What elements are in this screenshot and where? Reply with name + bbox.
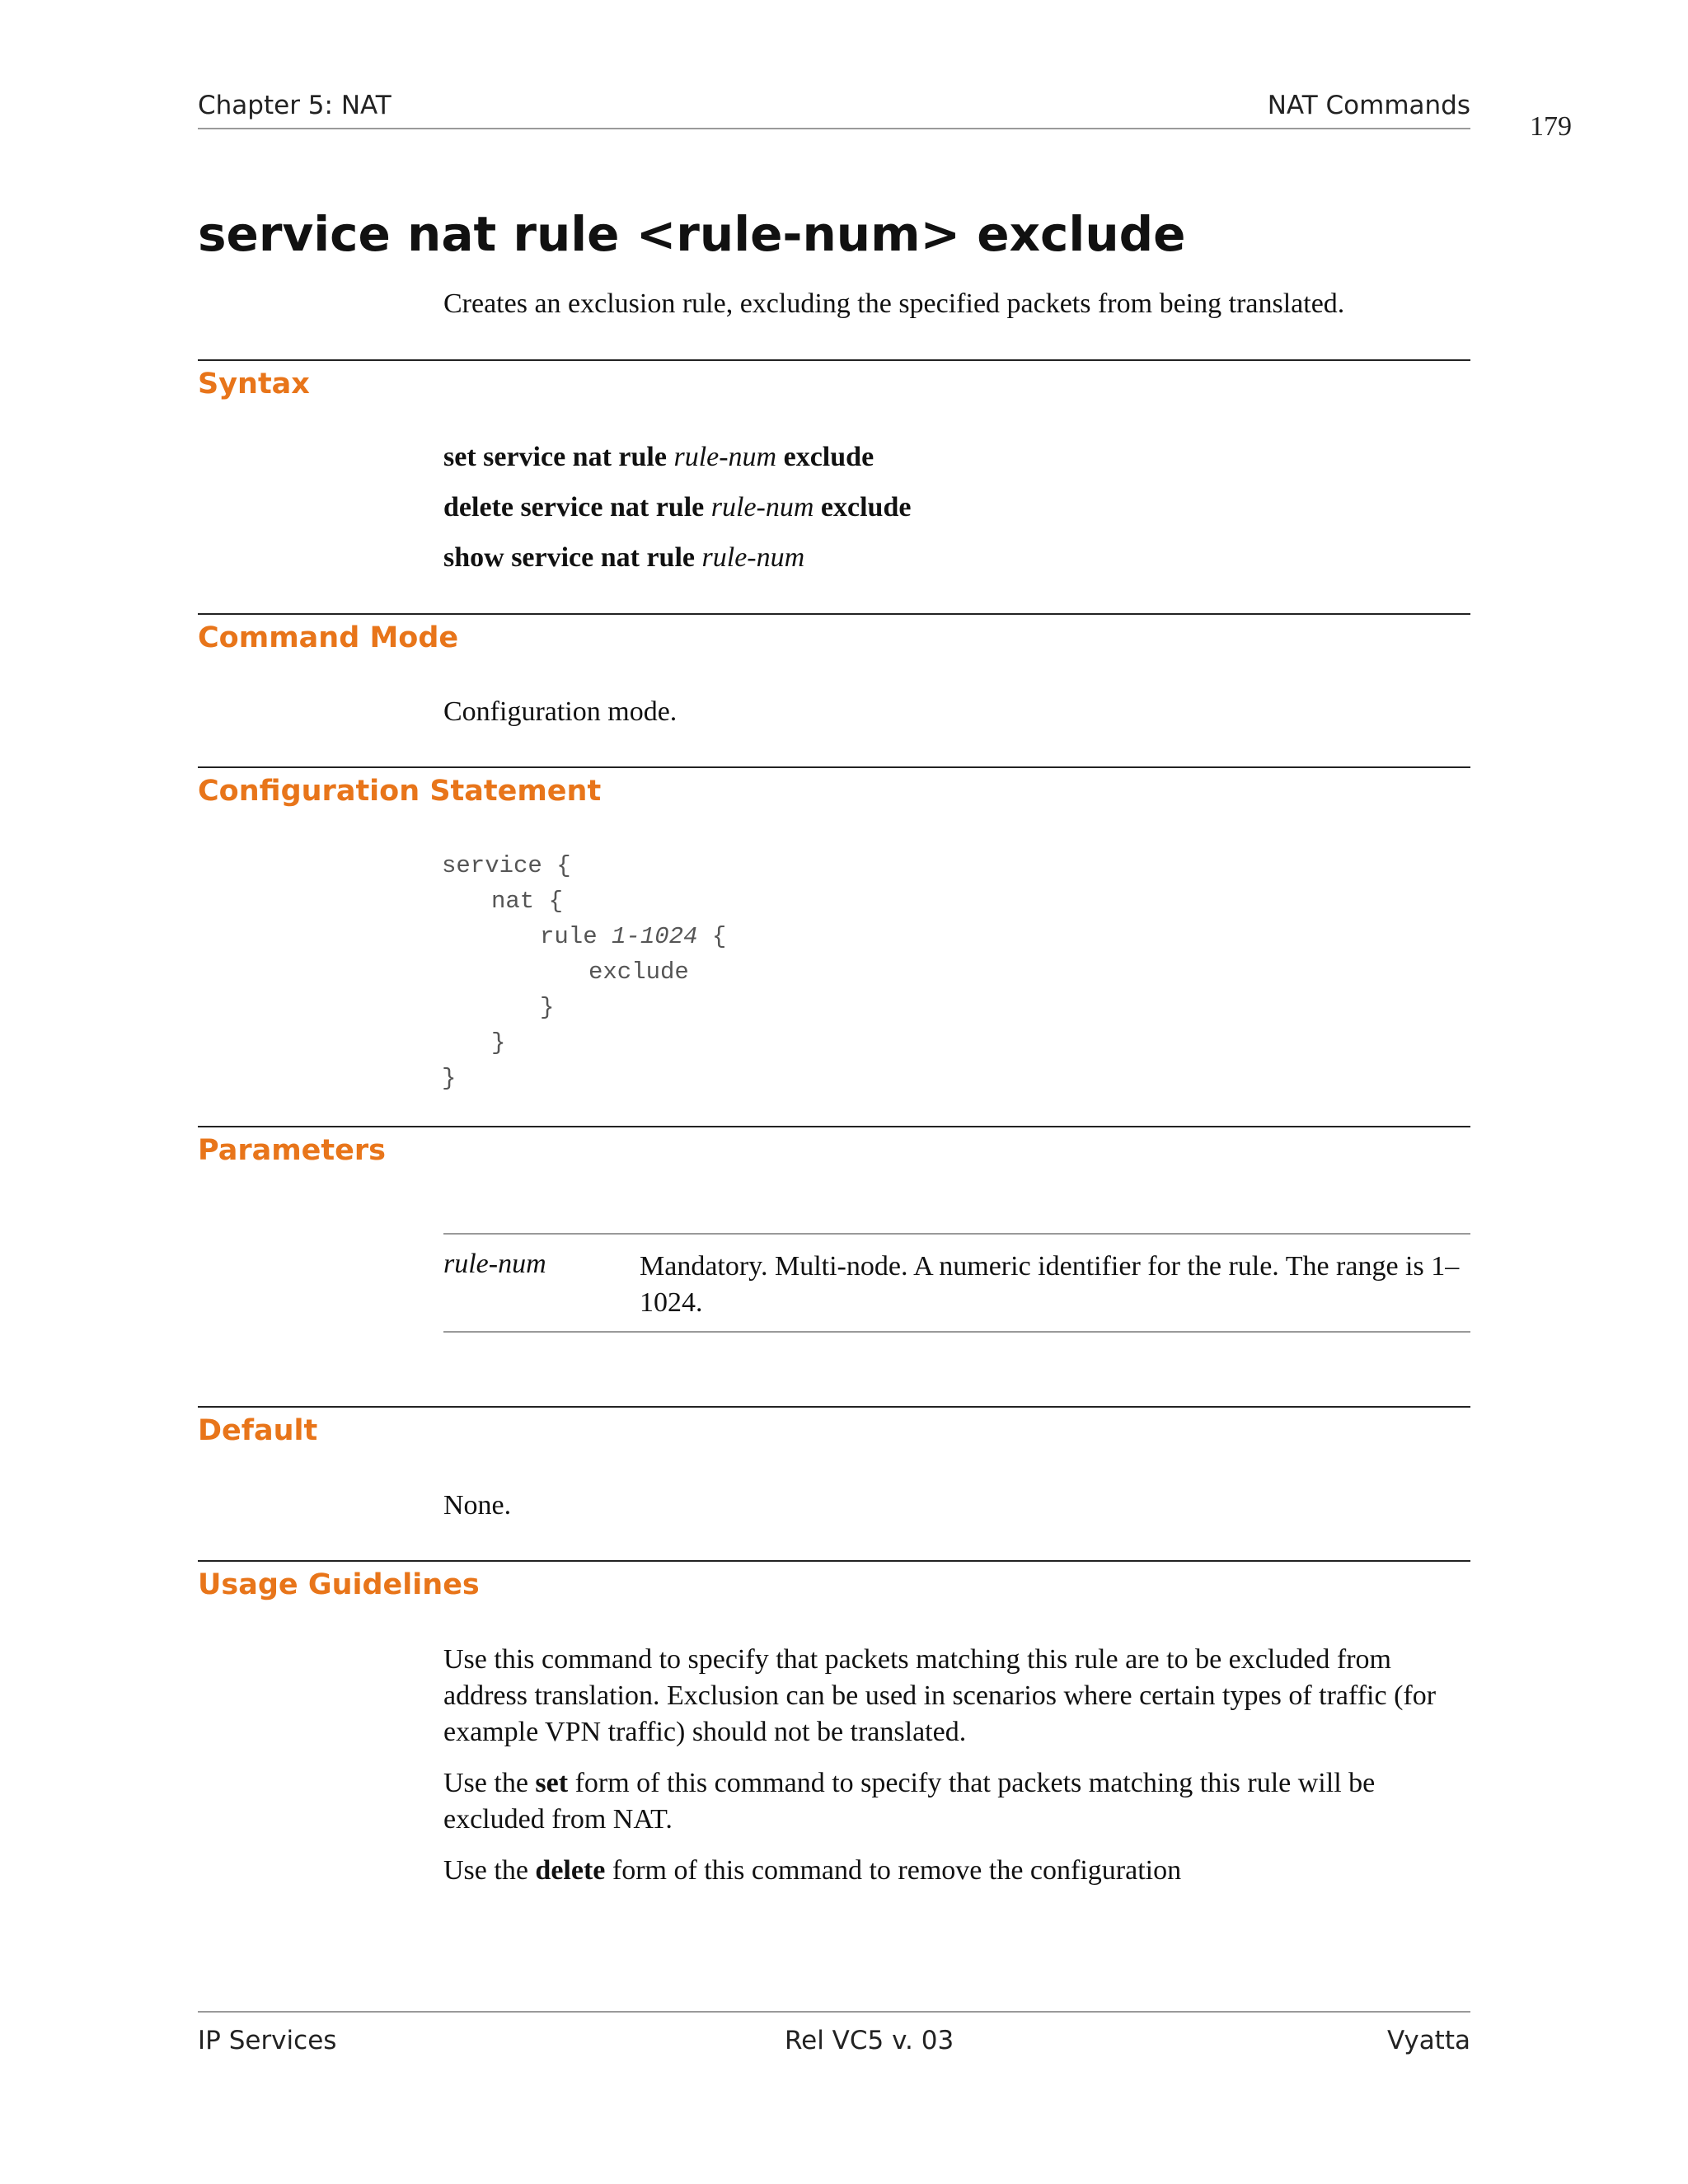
syntax-command: show service nat rule (443, 542, 702, 573)
config-line: exclude (588, 958, 689, 986)
syntax-argument: rule-num (673, 442, 777, 472)
config-line: } (491, 1029, 506, 1057)
section-divider-config-statement (198, 766, 1470, 768)
syntax-line-set (443, 442, 874, 473)
config-brace: { (697, 923, 727, 950)
syntax-command: set service nat rule (443, 442, 674, 472)
running-header-section: NAT Commands (1267, 91, 1470, 120)
config-range: 1-1024 (612, 923, 698, 950)
section-divider-parameters (198, 1126, 1470, 1127)
config-line: } (442, 1065, 457, 1092)
section-divider-default (198, 1406, 1470, 1408)
footer-vendor: Vyatta (1386, 2026, 1470, 2055)
section-divider-syntax (198, 359, 1470, 361)
footer-release: Rel VC5 v. 03 (785, 2026, 954, 2055)
syntax-command: delete service nat rule (443, 492, 711, 523)
usage-text: form of this command to remove the configuration (605, 1855, 1182, 1886)
running-header-chapter: Chapter 5: NAT (198, 91, 392, 120)
syntax-argument: rule-num (710, 492, 814, 523)
usage-text: form of this command to specify that packets matching this rule will be excluded from NAT. (443, 1768, 1376, 1835)
section-heading-usage: Usage Guidelines (198, 1568, 480, 1601)
usage-paragraph-3 (443, 1853, 1474, 1889)
command-mode-text: Configuration mode. (443, 696, 678, 727)
usage-text: Use the (443, 1855, 536, 1886)
config-line: service { (442, 852, 571, 879)
usage-paragraph-1: Use this command to specify that packets matching this rule are to be excluded from address translation. Exclusion can be used in scenarios where certain types of traffic (for example VPN traffic) should not be translated. (443, 1644, 1437, 1747)
config-line (540, 923, 726, 950)
section-heading-parameters: Parameters (198, 1134, 386, 1167)
usage-keyword-delete: delete (535, 1855, 606, 1886)
syntax-keyword: exclude (776, 442, 874, 472)
page-title: service nat rule <rule-num> exclude (198, 206, 1186, 262)
header-divider (198, 128, 1470, 129)
section-heading-default: Default (198, 1414, 318, 1447)
footer-guide-name: IP Services (198, 2026, 337, 2055)
syntax-keyword: exclude (814, 492, 912, 523)
parameter-name: rule-num (443, 1249, 546, 1279)
section-divider-command-mode (198, 613, 1470, 615)
syntax-line-show (443, 542, 804, 574)
footer-divider (198, 2011, 1470, 2013)
config-line: } (540, 994, 555, 1021)
default-text: None. (443, 1490, 512, 1521)
parameter-description: Mandatory. Multi-node. A numeric identifier for the rule. The range is 1–1024. (640, 1251, 1460, 1318)
command-description: Creates an exclusion rule, excluding the specified packets from being translated. (443, 288, 1345, 319)
parameter-table-bottom-rule (443, 1331, 1470, 1333)
section-heading-command-mode: Command Mode (198, 621, 459, 654)
section-heading-config-statement: Configuration Statement (198, 775, 602, 808)
usage-keyword-set: set (535, 1768, 569, 1798)
section-divider-usage (198, 1560, 1470, 1562)
page-number: 179 (1530, 111, 1572, 142)
config-line: nat { (491, 888, 564, 915)
usage-paragraph-2 (443, 1765, 1474, 1838)
parameter-table-top-rule (443, 1233, 1470, 1235)
syntax-line-delete (443, 492, 911, 523)
syntax-argument: rule-num (701, 542, 805, 573)
usage-text: Use the (443, 1768, 536, 1798)
config-keyword: rule (540, 923, 612, 950)
section-heading-syntax: Syntax (198, 368, 310, 401)
